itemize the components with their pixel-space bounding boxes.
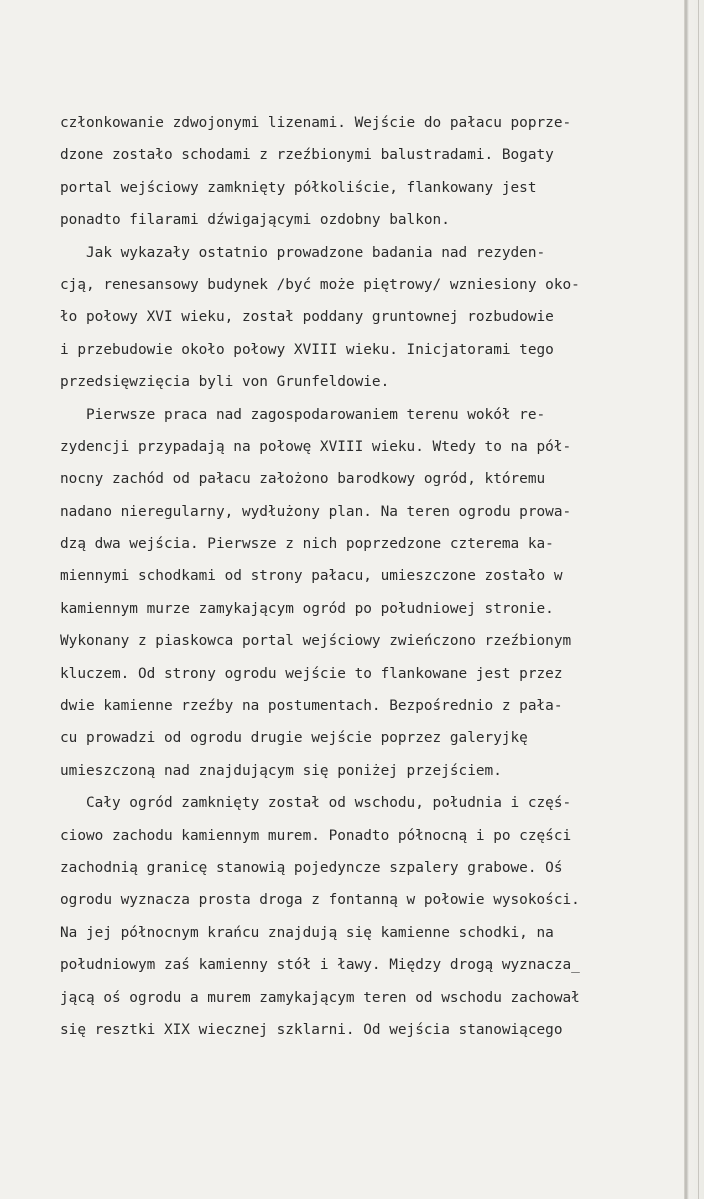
text-line: jącą oś ogrodu a murem zamykającym teren od wschodu zachował: [60, 989, 580, 1006]
text-line: Cały ogród zamknięty został od wschodu, południa i częś-: [60, 795, 572, 812]
text-line: dzone zostało schodami z rzeźbionymi balustradami. Bogaty: [60, 147, 554, 164]
text-line: miennymi schodkami od strony pałacu, umieszczone zostało w: [60, 568, 563, 585]
text-line: ło połowy XVI wieku, został poddany gruntownej rozbudowie: [60, 309, 554, 326]
text-line: ciowo zachodu kamiennym murem. Ponadto północną i po części: [60, 827, 572, 844]
text-line: cją, renesansowy budynek /być może piętrowy/ wzniesiony oko-: [60, 276, 580, 293]
text-line: przedsięwzięcia byli von Grunfeldowie.: [60, 374, 390, 391]
page-text: [60, 107, 680, 1046]
text-line: ponadto filarami dźwigającymi ozdobny balkon.: [60, 212, 450, 229]
text-line: cu prowadzi od ogrodu drugie wejście poprzez galeryjkę: [60, 730, 528, 747]
text-line: ogrodu wyznacza prosta droga z fontanną w połowie wysokości.: [60, 892, 580, 909]
page-right-edge: [684, 0, 704, 1199]
text-line: nadano nieregularny, wydłużony plan. Na teren ogrodu prowa-: [60, 503, 572, 520]
text-line: dwie kamienne rzeźby na postumentach. Bezpośrednio z pała-: [60, 698, 563, 715]
text-line: kamiennym murze zamykającym ogród po południowej stronie.: [60, 600, 554, 617]
text-line: i przebudowie około połowy XVIII wieku. Inicjatorami tego: [60, 341, 554, 358]
text-line: Jak wykazały ostatnio prowadzone badania nad rezyden-: [60, 244, 546, 261]
text-line: Wykonany z piaskowca portal wejściowy zwieńczono rzeźbionym: [60, 633, 572, 650]
text-line: członkowanie zdwojonymi lizenami. Wejście do pałacu poprze-: [60, 115, 572, 131]
text-line: Pierwsze praca nad zagospodarowaniem terenu wokół re-: [60, 406, 546, 423]
text-line: dzą dwa wejścia. Pierwsze z nich poprzedzone czterema ka-: [60, 536, 554, 553]
text-line: zydencji przypadają na połowę XVIII wieku. Wtedy to na pół-: [60, 438, 572, 455]
text-line: portal wejściowy zamknięty półkoliście, flankowany jest: [60, 179, 537, 196]
text-line: nocny zachód od pałacu założono barodkowy ogród, któremu: [60, 471, 546, 488]
text-line: się resztki XIX wiecznej szklarni. Od wejścia stanowiącego: [60, 1021, 563, 1038]
text-line: zachodnią granicę stanowią pojedyncze szpalery grabowe. Oś: [60, 859, 563, 876]
text-line: południowym zaś kamienny stół i ławy. Między drogą wyznacza_: [60, 957, 580, 974]
text-line: umieszczoną nad znajdującym się poniżej przejściem.: [60, 762, 502, 779]
text-line: kluczem. Od strony ogrodu wejście to flankowane jest przez: [60, 665, 563, 682]
text-line: Na jej północnym krańcu znajdują się kamienne schodki, na: [60, 924, 554, 941]
